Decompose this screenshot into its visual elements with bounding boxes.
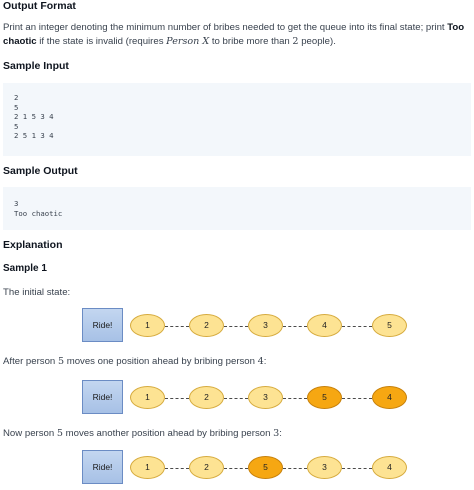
math-five: 5 xyxy=(57,356,65,367)
queue-person-4: 4 xyxy=(307,314,342,337)
queue-person-3: 3 xyxy=(248,386,283,409)
explanation-heading: Explanation xyxy=(3,239,63,251)
queue-person-4: 4 xyxy=(372,386,407,409)
step-1-text-part: moves one position ahead by bribing person xyxy=(64,356,258,367)
sample-input-heading: Sample Input xyxy=(3,60,69,72)
queue-person-5: 5 xyxy=(372,314,407,337)
code-line: 2 1 5 3 4 xyxy=(14,112,54,122)
output-format-text-part: if the state is invalid (requires xyxy=(36,36,167,47)
sample-output-code xyxy=(3,187,471,230)
step-2-text xyxy=(3,427,282,441)
step-1-text-part: : xyxy=(263,356,267,367)
output-format-heading: Output Format xyxy=(3,0,76,12)
math-three: 3 xyxy=(273,428,280,439)
queue-person-1: 1 xyxy=(130,314,165,337)
output-format-text-part: Print an integer denoting the minimum number of bribes needed to get the queue into its final state; print xyxy=(3,22,448,33)
ride-box: Ride! xyxy=(82,380,123,414)
math-person-x: Person X xyxy=(166,36,210,47)
queue-connector xyxy=(342,468,372,469)
queue-diagram-initial xyxy=(0,308,474,348)
math-two: 2 xyxy=(292,36,299,47)
queue-connector xyxy=(224,326,248,327)
queue-person-1: 1 xyxy=(130,456,165,479)
queue-connector xyxy=(342,398,372,399)
queue-connector xyxy=(165,468,189,469)
sample-output-heading: Sample Output xyxy=(3,165,78,177)
code-line: 2 5 1 3 4 xyxy=(14,131,54,141)
initial-state-text: The initial state: xyxy=(3,287,71,298)
sample-input-code xyxy=(3,83,471,156)
queue-connector xyxy=(165,398,189,399)
output-format-text-part: to bribe more than xyxy=(209,36,293,47)
math-five: 5 xyxy=(56,428,63,439)
queue-diagram-step-1 xyxy=(0,380,474,420)
step-1-text-part: After person xyxy=(3,356,58,367)
queue-person-2: 2 xyxy=(189,456,224,479)
queue-connector xyxy=(342,326,372,327)
too-chaotic-bold: Too chaotic xyxy=(3,22,465,47)
step-2-text-part: Now person xyxy=(3,428,57,439)
queue-person-2: 2 xyxy=(189,386,224,409)
step-2-text-part: : xyxy=(279,428,282,439)
ride-box: Ride! xyxy=(82,308,123,342)
step-1-text xyxy=(3,355,266,369)
queue-person-5: 5 xyxy=(307,386,342,409)
output-format-text-part: people). xyxy=(298,36,336,47)
code-line: 5 xyxy=(14,121,19,131)
queue-connector xyxy=(165,326,189,327)
queue-person-3: 3 xyxy=(248,314,283,337)
queue-connector xyxy=(283,468,307,469)
code-line: 2 xyxy=(14,93,19,102)
queue-diagram-step-2 xyxy=(0,450,474,490)
math-four: 4 xyxy=(257,356,264,367)
code-line: 5 xyxy=(14,102,19,112)
sample-1-heading: Sample 1 xyxy=(3,263,47,274)
ride-box: Ride! xyxy=(82,450,123,484)
queue-person-2: 2 xyxy=(189,314,224,337)
queue-person-5: 5 xyxy=(248,456,283,479)
queue-person-3: 3 xyxy=(307,456,342,479)
queue-person-1: 1 xyxy=(130,386,165,409)
queue-connector xyxy=(283,398,307,399)
output-format-text xyxy=(3,21,473,49)
code-line: Too chaotic xyxy=(14,208,63,218)
queue-connector xyxy=(283,326,307,327)
queue-person-4: 4 xyxy=(372,456,407,479)
queue-connector xyxy=(224,468,248,469)
queue-connector xyxy=(224,398,248,399)
code-line: 3 xyxy=(14,199,19,208)
step-2-text-part: moves another position ahead by bribing person xyxy=(62,428,274,439)
